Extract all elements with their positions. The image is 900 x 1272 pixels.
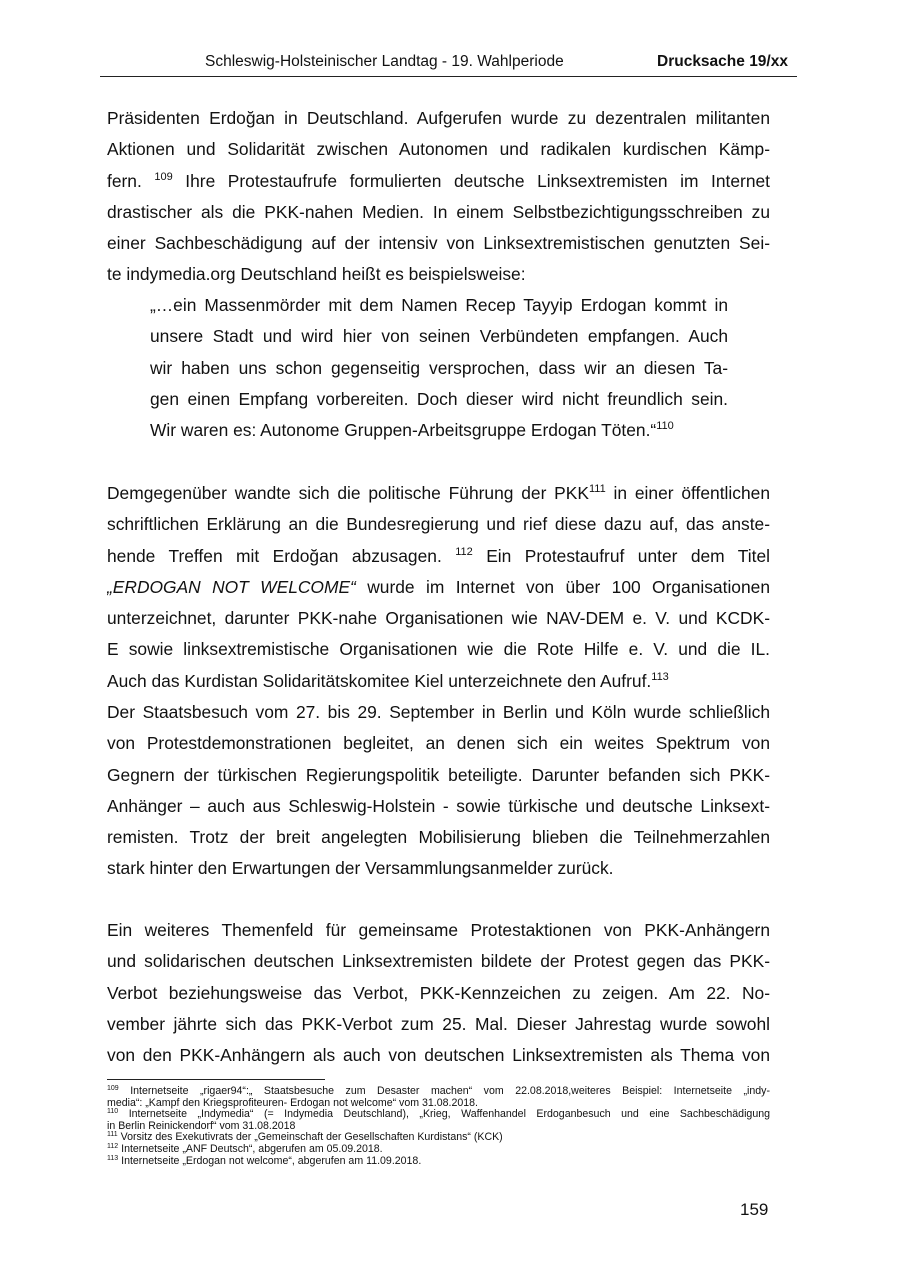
text-line [107,946,770,977]
text-segment: in einer öffentlichen [605,483,770,503]
text-segment: wurde im Internet von über 100 Organisationen [355,576,770,597]
page-number: 159 [740,1200,769,1219]
footnote-reference: 111 [588,483,606,495]
text-segment: Aktionen und Solidarität zwischen Autonomen und radikalen kurdischen Kämp- [107,139,770,160]
text-line [107,509,770,540]
footnote-number: 112 [107,1142,119,1150]
text-segment: Ein weiteres Themenfeld für gemeinsame Protestaktionen von PKK-Anhängern [107,920,770,940]
text-line [107,728,770,759]
text-segment: gen einen Empfang vorbereiten. Doch dieser wird nicht freundlich sein. [150,388,728,409]
footnote-text: Vorsitz des Exekutivrats der „Gemeinschaft der Gesellschaften Kurdistans“ (KCK) [120,1131,503,1144]
footnote-reference: 109 [154,170,173,183]
footnote-text: Internetseite „Erdogan not welcome“, abgerufen am 11.09.2018. [121,1154,422,1167]
text-line [150,321,728,352]
text-line [107,666,770,697]
text-line [107,166,770,197]
text-line [107,478,770,509]
text-segment: Anhänger – auch aus Schleswig-Holstein - sowie türkische und deutsche Linksext- [107,795,770,816]
text-segment: drastischer als die PKK-nahen Medien. In einem Selbstbezichtigungsschreiben zu [107,201,770,222]
text-line [150,353,728,384]
text-segment: stark hinter den Erwartungen der Versammlungsanmelder zurück. [107,858,614,879]
text-segment: Wir waren es: Autonome Gruppen-Arbeitsgruppe Erdogan Töten.“ [150,420,657,441]
text-segment: und solidarischen deutschen Linksextremisten bildete der Protest gegen das PKK- [107,951,770,972]
text-segment: von den PKK-Anhängern als auch von deutschen Linksextremisten als Thema von [107,1045,770,1066]
text-line [107,228,770,259]
paragraph [107,697,770,885]
text-line [150,290,728,321]
text-segment: te indymedia.org Deutschland heißt es beispielsweise: [107,264,526,285]
text-line [107,791,770,822]
header-title: Schleswig-Holsteinischer Landtag - 19. Wahlperiode [205,53,564,70]
text-segment: unsere Stadt und wird hier von seinen Verbündeten empfangen. Auch [150,326,728,347]
text-segment: Der Staatsbesuch vom 27. bis 29. September in Berlin und Köln wurde schließlich [107,702,770,722]
text-segment: Ein Protestaufruf unter dem Titel [472,545,770,566]
text-segment: „ERDOGAN NOT WELCOME“ [107,576,356,597]
footnote-reference: 110 [656,420,674,433]
text-line [107,134,770,165]
text-line [107,822,770,853]
text-segment: Präsidenten Erdoğan in Deutschland. Aufgerufen wurde zu dezentralen militanten [107,108,770,128]
text-line [150,415,728,446]
text-segment: Gegnern der türkischen Regierungspolitik beteiligte. Darunter befanden sich PKK- [107,764,770,785]
footnote-number: 110 [107,1108,119,1116]
text-segment: „…ein Massenmörder mit dem Namen Recep Tayyip Erdogan kommt in [150,295,728,315]
text-segment: vember jährte sich das PKK-Verbot zum 25. Mal. Dieser Jahrestag wurde sowohl [107,1013,770,1034]
text-segment: von Protestdemonstrationen begleitet, an denen sich ein weites Spektrum von [107,733,770,754]
footnote-text: in Berlin Reinickendorf“ vom 31.08.2018 [107,1119,296,1132]
document-number: Drucksache 19/xx [657,53,788,70]
footnote-text: media“: „Kampf den Kriegsprofiteuren- Erdogan not welcome“ vom 31.08.2018. [107,1096,478,1109]
footnotes [107,1086,770,1167]
text-line [107,697,770,728]
text-segment: wir haben uns schon gegenseitig versprochen, dass wir an diesen Ta- [150,357,728,378]
text-segment: einer Sachbeschädigung auf der intensiv von Linksextremistischen genutzten Sei- [107,233,770,254]
text-segment: unterzeichnet, darunter PKK-nahe Organisationen wie NAV-DEM e. V. und KCDK- [107,608,770,629]
text-line [107,853,770,884]
text-segment: schriftlichen Erklärung an die Bundesregierung und rief diese dazu auf, das anste- [107,514,770,535]
text-segment: fern. [107,170,155,191]
text-line [107,197,770,228]
footnote-text: Internetseite „rigaer94“:„ Staatsbesuche zum Desaster machen“ vom 22.08.2018,weiteres Beispiel: Internetseite „indy- [130,1085,770,1097]
text-line [107,259,770,290]
text-line [107,1040,770,1071]
text-segment: hende Treffen mit Erdoğan abzusagen. [107,545,456,566]
text-line [107,760,770,791]
text-line [107,572,770,603]
text-line [107,978,770,1009]
text-segment: Verbot beziehungsweise das Verbot, PKK-Kennzeichen zu zeigen. Am 22. No- [107,982,770,1003]
text-line [107,915,770,946]
text-segment: Auch das Kurdistan Solidaritätskomitee Kiel unterzeichnete den Aufruf. [107,670,652,691]
text-segment: E sowie linksextremistische Organisationen wie die Rote Hilfe e. V. und die IL. [107,639,770,660]
footnote-text: Internetseite „Indymedia“ (= Indymedia Deutschland), „Krieg, Waffenhandel Erdoganbesuch und eine Sachbeschädigung [128,1108,770,1121]
text-line [107,103,770,134]
text-segment: Demgegenüber wandte sich die politische Führung der PKK [107,483,589,503]
footnote-reference: 113 [651,670,669,683]
text-line [107,634,770,665]
paragraph [107,103,770,291]
footnote-number: 113 [107,1154,119,1162]
header-divider [100,76,797,77]
footnote-line [107,1156,770,1168]
paragraph [107,478,770,697]
footnote-reference: 112 [455,545,473,558]
paragraph [107,915,770,1071]
text-line [107,603,770,634]
footnote-number: 111 [107,1131,118,1139]
footnote-number: 109 [107,1085,119,1092]
text-segment: remisten. Trotz der breit angelegten Mobilisierung blieben die Teilnehmerzahlen [107,827,770,848]
block-quote [150,290,728,446]
text-line [107,1009,770,1040]
footnote-divider [107,1079,325,1080]
text-segment: Ihre Protestaufrufe formulierten deutsche Linksextremisten im Internet [172,170,770,191]
text-line [107,541,770,572]
text-line [150,384,728,415]
footnote-text: Internetseite „ANF Deutsch“, abgerufen am 05.09.2018. [121,1142,383,1155]
